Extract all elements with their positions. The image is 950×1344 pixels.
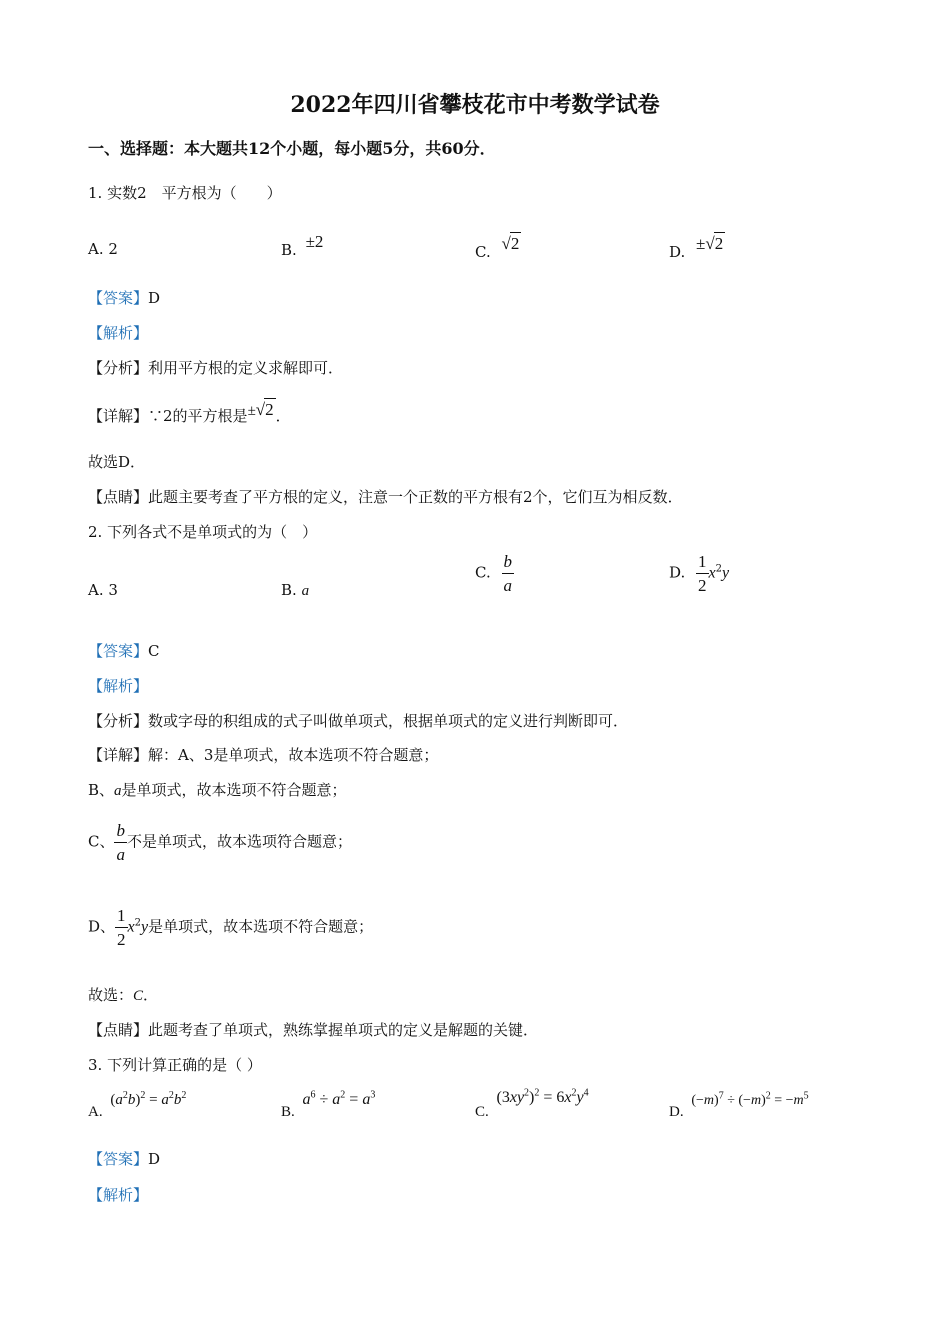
q2-option-b-label: B.: [281, 581, 297, 599]
q1-xiangjie-radicand: 2: [265, 400, 274, 419]
q2-line-d-y: y: [141, 918, 149, 936]
q1-option-b-math: ±2: [305, 232, 324, 251]
q3-answer: [88, 1148, 160, 1169]
q2-d-num: 1: [698, 552, 707, 571]
q2-line-b-post: 是单项式，故本选项不符合题意；: [121, 781, 347, 799]
q1-option-b-label: B.: [281, 241, 297, 259]
q2-line-c-post: 不是单项式，故本选项符合题意；: [126, 832, 352, 851]
q1-option-a: A. 2: [88, 240, 118, 258]
q2-d-den: 2: [698, 576, 707, 595]
q2-guxuan-post: ．: [143, 986, 159, 1004]
xiangjie-label: 【详解】: [88, 746, 149, 764]
q2-answer: [88, 640, 160, 661]
q2-line-c-fraction: [114, 822, 127, 863]
q2-option-d-fraction: [696, 553, 709, 594]
q2-line-d-exp: 2: [134, 917, 142, 929]
q2-fenxi-text: 数或字母的积组成的式子叫做单项式，根据单项式的定义进行判断即可．: [148, 712, 629, 730]
q1-option-c-radicand: 2: [510, 234, 520, 253]
q1-xiangjie-post: ．: [275, 407, 291, 425]
q2-option-c-label: C.: [475, 563, 491, 582]
q1-option-c: [475, 232, 521, 261]
q2-d-y: y: [722, 564, 730, 582]
q2-c-num: b: [503, 552, 512, 571]
q2-option-d: [669, 553, 729, 594]
q1-dianjing: [88, 486, 683, 507]
q3-answer-value: D: [148, 1150, 161, 1168]
q2-xiangjie: [88, 744, 438, 765]
q2-line-b: [88, 779, 347, 800]
q2-line-d-num: 1: [117, 906, 126, 925]
xiangjie-label: 【详解】: [88, 407, 149, 425]
q1-stem: 1. 实数2 平方根为（ ）: [88, 184, 282, 202]
q2-option-c: [475, 553, 514, 594]
q3-option-c-expr: $(3xy^2)^2 = 6x^2y^4$: [496, 1088, 589, 1107]
q2-line-c-den: a: [116, 845, 125, 864]
q2-option-b: [281, 581, 309, 600]
q2-line-d-fraction: [115, 907, 128, 948]
dianjing-label: 【点睛】: [88, 1021, 149, 1039]
q2-option-d-label: D.: [669, 563, 686, 582]
q3-option-b: [281, 1090, 376, 1121]
q2-guxuan: [88, 984, 158, 1005]
q1-analysis-label: 【解析】: [88, 324, 149, 342]
q2-line-b-pre: B、: [88, 781, 115, 799]
q3-option-d-expr: $(-m)^7 \div (-m)^2 = -m^5$: [691, 1090, 809, 1108]
section-heading: 一、选择题：本大题共12个小题，每小题5分，共60分．: [88, 139, 496, 158]
q1-dianjing-text: 此题主要考查了平方根的定义，注意一个正数的平方根有2个，它们互为相反数．: [148, 488, 683, 506]
q3-option-a-label: A.: [88, 1104, 103, 1120]
q2-option-b-var: a: [301, 583, 310, 599]
q2-line-c: [88, 822, 352, 863]
dianjing-label: 【点睛】: [88, 488, 149, 506]
q1-xiangjie: [88, 398, 291, 425]
q1-xiangjie-pm: ±: [247, 403, 256, 419]
q2-c-den: a: [503, 576, 512, 595]
q1-fenxi: [88, 357, 343, 378]
q3-stem: 3. 下列计算正确的是（ ）: [88, 1056, 262, 1074]
q2-dianjing-text: 此题考查了单项式，熟练掌握单项式的定义是解题的关键．: [148, 1021, 539, 1039]
q1-xiangjie-pre: ∵2的平方根是: [148, 407, 248, 425]
fenxi-label: 【分析】: [88, 359, 149, 377]
q1-option-d-sqrt: √ 2: [705, 234, 724, 253]
answer-label: 【答案】: [88, 1150, 149, 1168]
q3-option-d: [669, 1090, 809, 1120]
q3-option-b-expr: $a^6 \div a^2 = a^3$: [302, 1090, 376, 1109]
q2-line-d-post: 是单项式，故本选项不符合题意；: [148, 917, 374, 936]
q2-line-c-num: b: [116, 821, 125, 840]
q2-line-d: [88, 907, 373, 948]
q2-line-d-pre: D、: [88, 917, 116, 936]
q2-line-d-den: 2: [117, 930, 126, 949]
q3-option-b-label: B.: [281, 1104, 295, 1121]
q3-option-a-expr: $(a^2b)^2 = a^2b^2$: [110, 1090, 187, 1108]
answer-label: 【答案】: [88, 289, 149, 307]
q2-xiangjie-text: 解：A、3是单项式，故本选项不符合题意；: [148, 746, 439, 764]
page-title: 2022年四川省攀枝花市中考数学试卷: [290, 92, 660, 118]
q1-option-c-sqrt: √ 2: [501, 234, 520, 253]
answer-label: 【答案】: [88, 642, 149, 660]
q2-line-c-pre: C、: [88, 832, 115, 851]
q1-xiangjie-sqrt: √ 2: [255, 400, 274, 419]
q2-line-b-var: a: [114, 783, 122, 799]
q1-guxuan: 故选D．: [88, 453, 146, 471]
q2-d-exp: 2: [715, 563, 723, 575]
q3-option-c: [475, 1088, 589, 1121]
q1-option-d-label: D.: [669, 243, 686, 261]
q1-option-b: [281, 232, 324, 259]
q2-fenxi: [88, 710, 628, 731]
q3-option-a: [88, 1090, 187, 1120]
q2-option-a: A. 3: [88, 581, 118, 599]
q1-option-d-radicand: 2: [714, 234, 724, 253]
q2-guxuan-pre: 故选：: [88, 986, 134, 1004]
q2-analysis-label: 【解析】: [88, 677, 149, 695]
q2-option-c-fraction: [502, 553, 515, 594]
q1-option-c-label: C.: [475, 243, 491, 261]
q2-dianjing: [88, 1019, 538, 1040]
q2-stem: 2. 下列各式不是单项式的为（ ）: [88, 523, 318, 541]
q1-option-d-pm: ±: [696, 234, 706, 253]
q2-guxuan-choice: C: [133, 988, 144, 1004]
q2-answer-value: C: [148, 642, 160, 660]
q1-option-d: [669, 232, 725, 261]
fenxi-label: 【分析】: [88, 712, 149, 730]
q2-d-x: x: [708, 564, 716, 582]
q3-option-c-label: C.: [475, 1104, 489, 1121]
q1-answer: [88, 287, 160, 308]
q2-line-d-x: x: [127, 918, 135, 936]
q3-analysis-label: 【解析】: [88, 1186, 149, 1204]
q1-answer-value: D: [148, 289, 161, 307]
q1-fenxi-text: 利用平方根的定义求解即可．: [148, 359, 344, 377]
q3-option-d-label: D.: [669, 1103, 684, 1120]
